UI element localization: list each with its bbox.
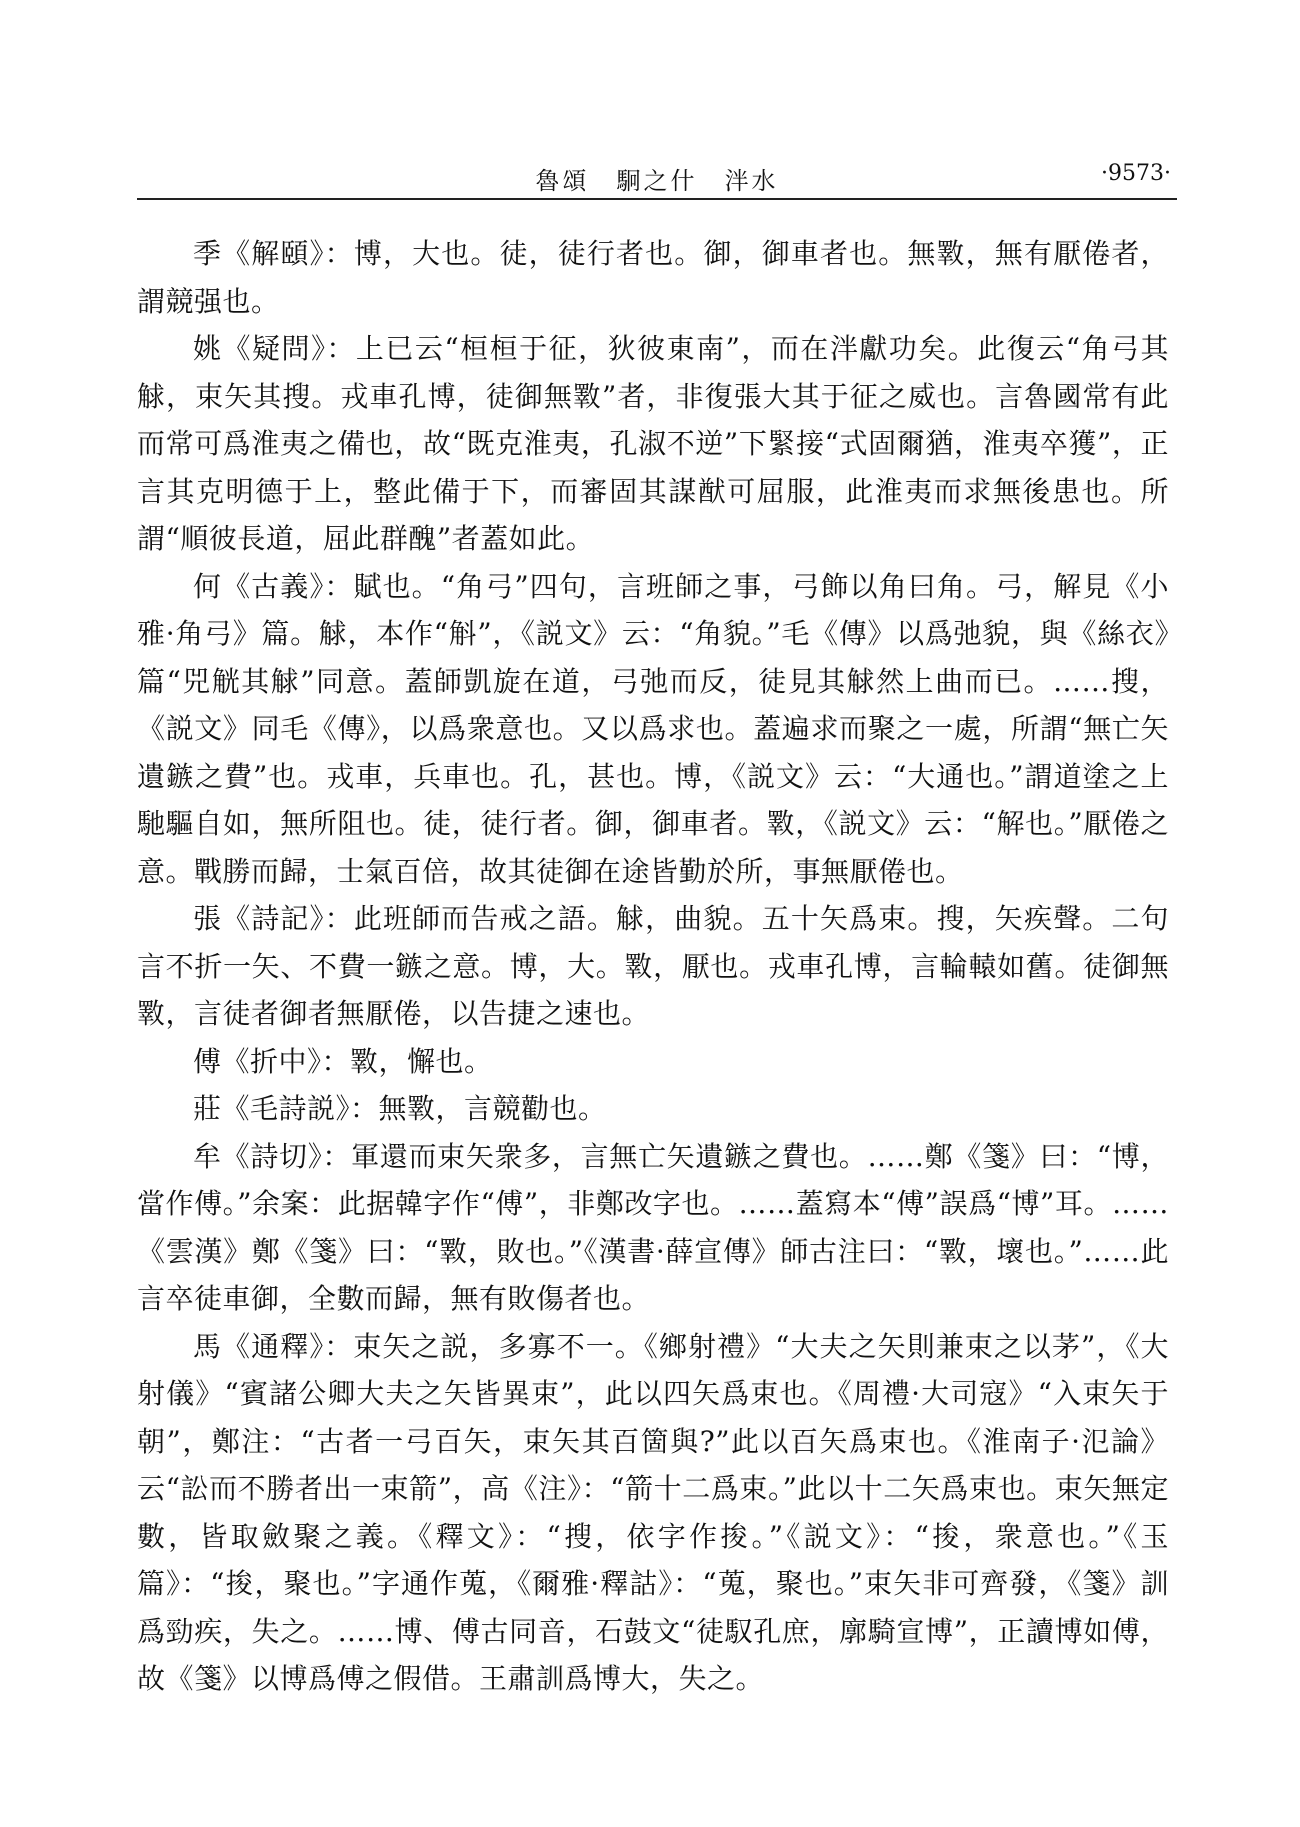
commentary-paragraph: 莊《毛詩説》：無斁，言競勸也。 xyxy=(193,1092,607,1125)
commentary-paragraph: 季《解頤》：博，大也。徒，徒行者也。御，御車者也。無斁，無有厭倦者，謂競强也。 xyxy=(137,237,1169,318)
running-title: 魯頌 駉之什 泮水 xyxy=(535,167,779,195)
commentary-paragraph: 傅《折中》：斁，懈也。 xyxy=(193,1044,493,1078)
commentary-body xyxy=(137,230,1169,1703)
commentary-paragraph: 張《詩記》：此班師而告戒之語。觩，曲貌。五十矢爲束。搜，矢疾聲。二句言不折一矢、不費一鏃之意。博，大。斁，厭也。戎車孔博，言輪轅如舊。徒御無斁，言徒者御者無厭倦，以告捷之速也。 xyxy=(137,902,1169,1030)
header-divider xyxy=(137,198,1177,200)
commentary-paragraph: 姚《疑問》：上已云“桓桓于征，狄彼東南”，而在泮獻功矣。此復云“角弓其觩，束矢其搜。戎車孔博，徒御無斁”者，非復張大其于征之威也。言魯國常有此而常可爲淮夷之備也，故“既克淮夷，孔淑不逆”下緊接“式固爾猶，淮夷卒獲”，正言其克明德于上，整此備于下，而審固其謀猷可屈服，此淮夷而求無後患也。所謂“順彼長道，屈此群醜”者蓋如此。 xyxy=(137,332,1169,555)
running-header xyxy=(137,155,1177,195)
page-number: ·9573· xyxy=(1101,161,1171,186)
commentary-paragraph: 何《古義》：賦也。“角弓”四句，言班師之事，弓飾以角曰角。弓，解見《小雅·角弓》篇。觩，本作“斛”，《説文》云：“角貌。”毛《傳》以爲弛貌，與《絲衣》篇“兕觥其觩”同意。蓋師凱旋在道，弓弛而反，徒見其觩然上曲而已。……搜，《説文》同毛《傳》，以爲衆意也。又以爲求也。蓋遍求而聚之一處，所謂“無亡矢遺鏃之費”也。戎車，兵車也。孔，甚也。博，《説文》云：“大通也。”謂道塗之上馳驅自如，無所阻也。徒，徒行者。御，御車者。斁，《説文》云：“解也。”厭倦之意。戰勝而歸，士氣百倍，故其徒御在途皆勤於所，事無厭倦也。 xyxy=(137,569,1169,888)
commentary-paragraph: 馬《通釋》：束矢之説，多寡不一。《鄉射禮》“大夫之矢則兼束之以茅”，《大射儀》“賓諸公卿大夫之矢皆異束”，此以四矢爲束也。《周禮·大司寇》“入束矢于朝”，鄭注：“古者一弓百矢，束矢其百箇與?”此以百矢爲束也。《淮南子·氾論》云“訟而不勝者出一束箭”，高《注》：“箭十二爲束。”此以十二矢爲束也。束矢無定數，皆取斂聚之義。《釋文》：“搜，依字作捘。”《説文》：“捘，衆意也。”《玉篇》：“捘，聚也。”字通作蒐，《爾雅·釋詁》：“蒐，聚也。”束矢非可齊發，《箋》訓爲勁疾，失之。……博、傅古同音，石鼓文“徒馭孔庶，廓騎宣博”，正讀博如傅，故《箋》以博爲傅之假借。王肅訓爲博大，失之。 xyxy=(137,1329,1169,1695)
commentary-paragraph: 牟《詩切》：軍還而束矢衆多，言無亡矢遺鏃之費也。……鄭《箋》曰：“博，當作傅。”余案：此据韓字作“傅”，非鄭改字也。……蓋寫本“傅”誤爲“博”耳。……《雲漢》鄭《箋》曰：“斁，敗也。”《漢書·薛宣傳》師古注曰：“斁，壞也。”……此言卒徒車御，全數而歸，無有敗傷者也。 xyxy=(137,1139,1169,1315)
